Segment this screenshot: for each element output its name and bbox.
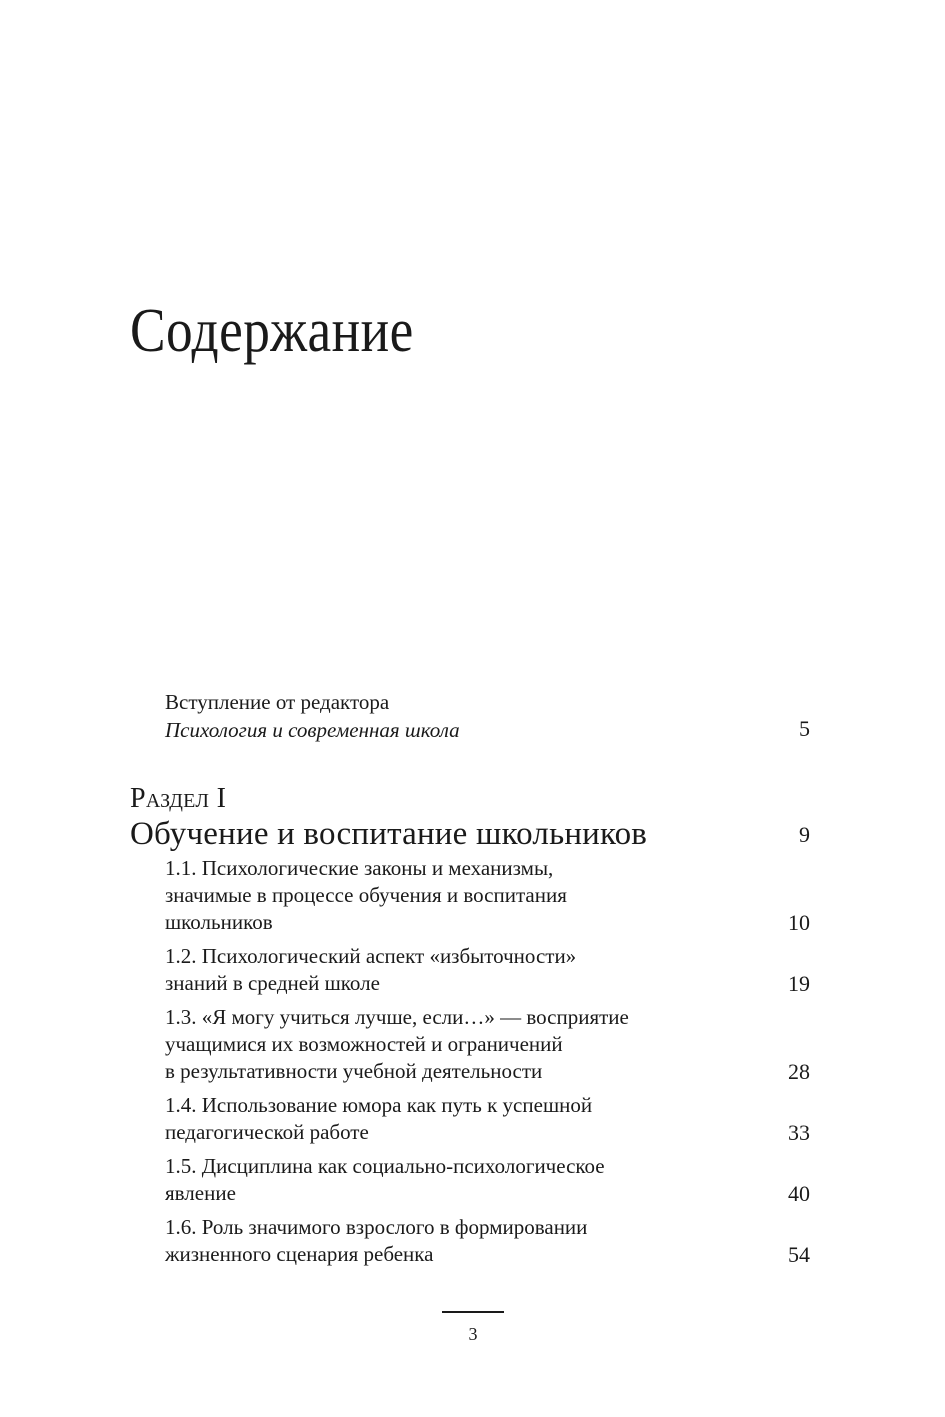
section-title: Обучение и воспитание школьников — [130, 816, 648, 852]
toc-entry-line: школьников — [165, 910, 273, 934]
folio-page-number: 3 — [468, 1324, 478, 1344]
page-title: Содержание — [130, 297, 414, 365]
section-title-row — [130, 816, 810, 852]
toc-entry-page-number: 33 — [788, 1120, 810, 1145]
toc-entry-page-number: 54 — [788, 1242, 810, 1267]
toc-entry — [165, 1214, 810, 1268]
toc-entry-line: 1.2. Психологический аспект «избыточности» — [165, 944, 577, 968]
toc-entry — [165, 1153, 810, 1207]
toc-entry-line: значимые в процессе обучения и воспитания — [165, 883, 567, 907]
toc-entry-line: 1.3. «Я могу учиться лучше, если…» — восприятие — [165, 1005, 629, 1029]
toc-entry-line: жизненного сценария ребенка — [165, 1242, 434, 1266]
toc-entry-line: учащимися их возможностей и ограничений — [165, 1032, 563, 1056]
toc-entry — [165, 855, 810, 936]
toc-entry — [165, 943, 810, 997]
section-label: Раздел I — [130, 783, 227, 814]
toc-entry-line: 1.6. Роль значимого взрослого в формировании — [165, 1215, 588, 1239]
toc-entry-page-number: 40 — [788, 1181, 810, 1206]
intro-title: Вступление от редактора — [165, 690, 390, 714]
toc-entry-line: явление — [165, 1181, 236, 1205]
toc-entry-line: знаний в средней школе — [165, 971, 380, 995]
toc-entries — [165, 855, 810, 1275]
section-page-number: 9 — [799, 822, 810, 847]
toc-entry-line: 1.4. Использование юмора как путь к успешной — [165, 1093, 593, 1117]
toc-entry-page-number: 10 — [788, 910, 810, 935]
toc-entry-page-number: 28 — [788, 1059, 810, 1084]
intro-page-number: 5 — [799, 716, 810, 741]
section-heading — [130, 782, 810, 852]
toc-entry-page-number: 19 — [788, 971, 810, 996]
toc-entry-line: 1.5. Дисциплина как социально-психологическое — [165, 1154, 605, 1178]
intro-subtitle: Психология и современная школа — [165, 718, 460, 742]
toc-entry-line: 1.1. Психологические законы и механизмы, — [165, 856, 554, 880]
toc-entry — [165, 1004, 810, 1085]
toc-entry — [165, 1092, 810, 1146]
footer-rule — [442, 1311, 504, 1313]
toc-entry-line: в результативности учебной деятельности — [165, 1059, 543, 1083]
intro-entry — [165, 688, 810, 744]
toc-entry-line: педагогической работе — [165, 1120, 369, 1144]
